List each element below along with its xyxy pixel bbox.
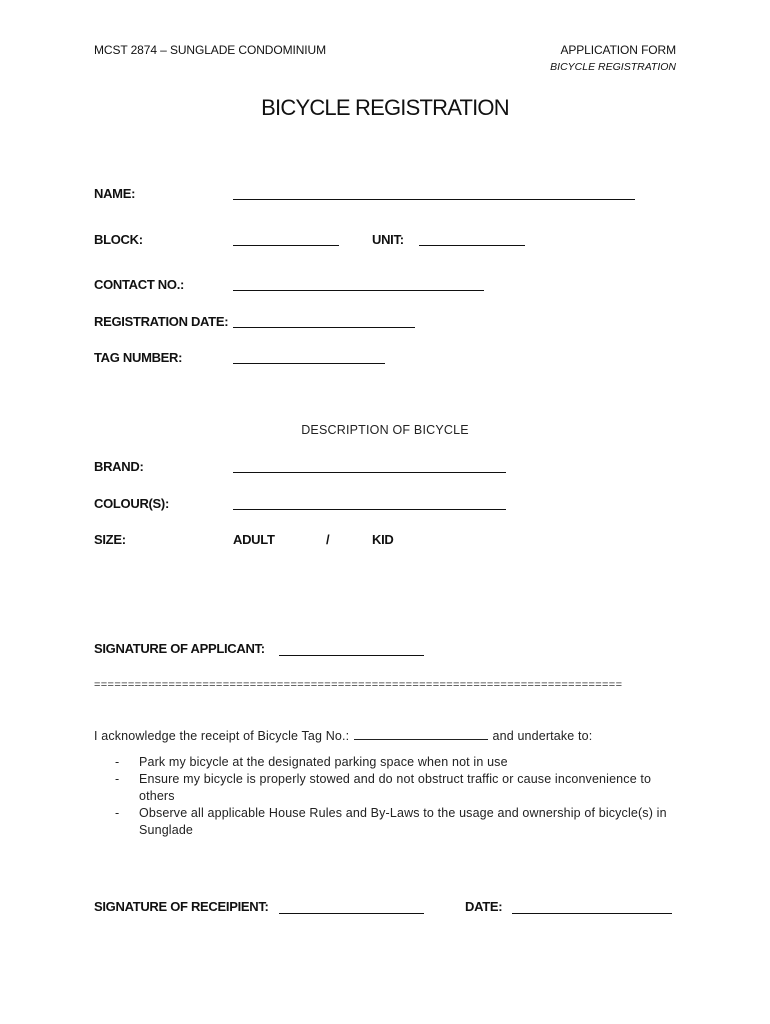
signature-recipient-label: SIGNATURE OF RECEIPIENT:	[94, 899, 269, 914]
signature-applicant-label: SIGNATURE OF APPLICANT:	[94, 641, 265, 656]
date-field[interactable]	[512, 913, 672, 914]
size-adult-option[interactable]: ADULT	[233, 532, 275, 547]
name-field[interactable]	[233, 199, 635, 200]
tag-number-ack-field[interactable]	[354, 729, 488, 740]
section-separator: ==============================================================================	[94, 679, 623, 691]
acknowledgement-text	[94, 729, 592, 743]
bullet-dash: -	[115, 755, 120, 769]
list-item	[0, 754, 770, 771]
list-item-text: Observe all applicable House Rules and By-Laws to the usage and ownership of bicycle(s) in Sunglade	[139, 806, 667, 837]
unit-label: UNIT:	[372, 232, 404, 247]
undertaking-list	[0, 754, 770, 839]
size-kid-option[interactable]: KID	[372, 532, 394, 547]
list-item	[0, 771, 770, 805]
acknowledgement-prefix: I acknowledge the receipt of Bicycle Tag No.:	[94, 729, 350, 743]
date-label: DATE:	[465, 899, 503, 914]
organization-name: MCST 2874 – SUNGLADE CONDOMINIUM	[94, 43, 326, 57]
list-item	[0, 805, 770, 839]
colours-field[interactable]	[233, 509, 506, 510]
form-type: APPLICATION FORM	[560, 43, 676, 57]
size-separator: /	[326, 532, 330, 547]
description-heading: DESCRIPTION OF BICYCLE	[301, 423, 469, 437]
bullet-dash: -	[115, 772, 120, 786]
signature-recipient-field[interactable]	[279, 913, 424, 914]
list-item-text: Park my bicycle at the designated parking space when not in use	[139, 755, 508, 769]
tag-number-label: TAG NUMBER:	[94, 350, 183, 365]
contact-label: CONTACT NO.:	[94, 277, 185, 292]
list-item-text: Ensure my bicycle is properly stowed and do not obstruct traffic or cause inconvenience to others	[139, 772, 652, 803]
registration-date-field[interactable]	[233, 327, 415, 328]
name-label: NAME:	[94, 186, 136, 201]
block-field[interactable]	[233, 245, 339, 246]
signature-applicant-field[interactable]	[279, 655, 424, 656]
contact-field[interactable]	[233, 290, 484, 291]
size-label: SIZE:	[94, 532, 126, 547]
form-subtype: BICYCLE REGISTRATION	[550, 61, 676, 73]
acknowledgement-suffix: and undertake to:	[492, 729, 593, 743]
bullet-dash: -	[115, 806, 120, 820]
colours-label: COLOUR(S):	[94, 496, 169, 511]
unit-field[interactable]	[419, 245, 525, 246]
tag-number-field[interactable]	[233, 363, 385, 364]
brand-label: BRAND:	[94, 459, 144, 474]
page-title: BICYCLE REGISTRATION	[261, 95, 509, 120]
brand-field[interactable]	[233, 472, 506, 473]
block-label: BLOCK:	[94, 232, 143, 247]
registration-date-label: REGISTRATION DATE:	[94, 314, 229, 329]
